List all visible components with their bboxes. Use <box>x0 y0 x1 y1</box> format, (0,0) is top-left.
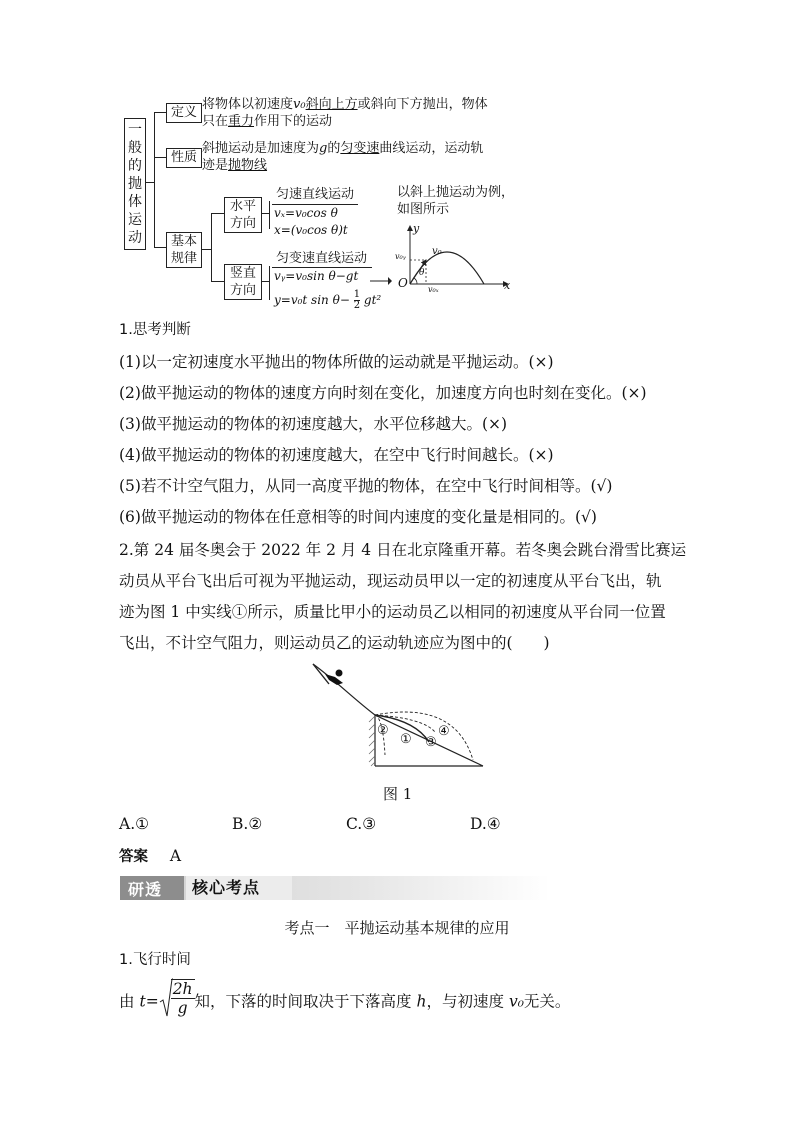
q1-item: (5)若不计空气阻力，从同一高度平抛的物体，在空中飞行时间相等。(√) <box>119 477 613 495</box>
property-box: 性质 <box>166 148 202 168</box>
ski-label-1: ① <box>400 732 412 747</box>
q1-item: (2)做平抛运动的物体的速度方向时刻在变化，加速度方向也时刻在变化。(×) <box>119 384 647 402</box>
example-text: 以斜上抛运动为例， 如图所示 <box>397 185 515 217</box>
fig-v0y-label: v₀ᵧ <box>395 252 406 261</box>
subsection-title: 1.飞行时间 <box>119 952 191 968</box>
oblique-projectile-figure <box>390 222 520 298</box>
q2-line: 动员从平台飞出后可视为平抛运动，现运动员甲以一定的初速度从平台飞出，轨 <box>119 572 662 590</box>
q1-item: (3)做平抛运动的物体的初速度越大，水平位移越大。(×) <box>119 415 508 433</box>
horizontal-title: 匀速直线运动 <box>276 187 355 202</box>
horizontal-eq2: x=(v₀cos θ)t <box>274 223 348 237</box>
option-b: B.② <box>232 815 263 833</box>
fig-x-label: x <box>504 279 511 292</box>
fig-v0x-label: v₀ₓ <box>428 285 439 294</box>
ski-label-3: ③ <box>425 735 437 750</box>
q1-title: 1.思考判断 <box>119 322 191 338</box>
vertical-eq1: vᵧ=v₀sin θ−gt <box>274 269 359 283</box>
option-a: A.① <box>119 815 150 833</box>
section-heading: 考点一 平抛运动基本规律的应用 <box>284 919 510 937</box>
horizontal-box: 水平方向 <box>224 197 262 233</box>
banner-right-label: 核心考点 <box>186 876 292 900</box>
fig-v0-label: v₀ <box>432 246 442 257</box>
ski-jump-figure <box>305 660 485 772</box>
ski-label-2: ② <box>377 723 389 738</box>
q2-line: 迹为图 1 中实线①所示，质量比甲小的运动员乙以相同的初速度从平台同一位置 <box>119 603 666 621</box>
option-d: D.④ <box>470 815 501 833</box>
answer: 答案 A <box>119 847 182 865</box>
q1-item: (6)做平抛运动的物体在任意相等的时间内速度的变化量是相同的。(√) <box>119 508 597 526</box>
ski-label-4: ④ <box>438 724 450 739</box>
definition-box: 定义 <box>166 103 202 123</box>
figure-caption: 图 1 <box>383 785 413 803</box>
vertical-eq2: y=v₀t sin θ− $\frac{1}{2}$ gt² <box>274 289 382 311</box>
horizontal-eq1: vₓ=v₀cos θ <box>274 206 338 220</box>
mindmap-root-box: 一般的抛体运动 <box>124 118 146 250</box>
property-text: 斜抛运动是加速度为g的匀变速曲线运动，运动轨 迹是抛物线 <box>202 141 484 173</box>
vertical-box: 竖直方向 <box>224 264 262 300</box>
banner-left-label: 研透 <box>128 880 163 899</box>
basic-law-box: 基本规律 <box>166 232 202 268</box>
section-banner <box>120 876 550 900</box>
fig-theta-label: θ <box>419 268 425 278</box>
fig-o-label: O <box>398 276 408 290</box>
option-c: C.③ <box>346 815 377 833</box>
fig-y-label: y <box>413 222 420 235</box>
q1-item: (1)以一定初速度水平抛出的物体所做的运动就是平抛运动。(×) <box>119 353 554 371</box>
q2-line: 2.第 24 届冬奥会于 2022 年 2 月 4 日在北京隆重开幕。若冬奥会跳台滑雪比赛运 <box>119 541 687 559</box>
q1-item: (4)做平抛运动的物体的初速度越大，在空中飞行时间越长。(×) <box>119 446 554 464</box>
vertical-title: 匀变速直线运动 <box>276 251 368 266</box>
arrow-icon <box>370 276 392 286</box>
q2-line: 飞出，不计空气阻力，则运动员乙的运动轨迹应为图中的( ) <box>119 634 550 652</box>
flight-time-formula: 由 t= $\frac{2h}{g}$ 知，下落的时间取决于下落高度 h，与初速度 v₀无关。 <box>119 980 571 1017</box>
definition-text: 将物体以初速度v₀斜向上方或斜向下方抛出，物体 只在重力作用下的运动 <box>202 97 488 129</box>
